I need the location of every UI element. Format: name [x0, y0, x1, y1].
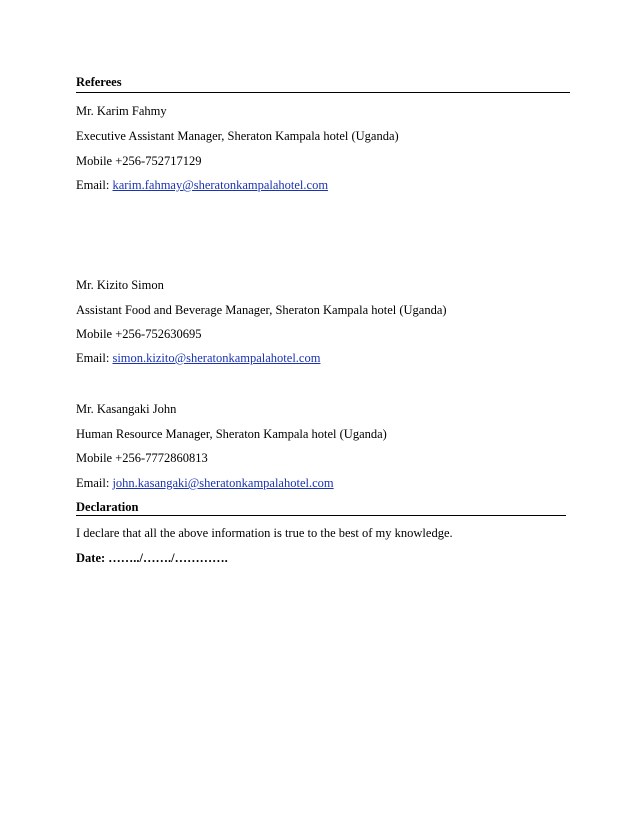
- referee-3-name: Mr. Kasangaki John: [76, 402, 177, 416]
- referee-3-email-label: Email:: [76, 476, 110, 490]
- referee-1-name: Mr. Karim Fahmy: [76, 104, 167, 118]
- referee-2-position: Assistant Food and Beverage Manager, Sheraton Kampala hotel (Uganda): [76, 303, 447, 317]
- referee-1-position: Executive Assistant Manager, Sheraton Kampala hotel (Uganda): [76, 129, 399, 143]
- referee-1-mobile: Mobile +256-752717129: [76, 154, 202, 168]
- referee-3-email-link[interactable]: john.kasangaki@sheratonkampalahotel.com: [112, 476, 334, 490]
- declaration-text: I declare that all the above information is true to the best of my knowledge.: [76, 526, 453, 540]
- referee-2-name: Mr. Kizito Simon: [76, 278, 164, 292]
- referee-3-position: Human Resource Manager, Sheraton Kampala hotel (Uganda): [76, 427, 387, 441]
- referee-2-email-row: [76, 351, 320, 366]
- referees-heading-rule: [76, 92, 570, 93]
- declaration-date-line: Date: ……../……./………….: [76, 551, 228, 565]
- referees-heading: Referees: [76, 75, 122, 89]
- referee-1-email-link[interactable]: karim.fahmay@sheratonkampalahotel.com: [112, 178, 329, 192]
- referee-2-mobile: Mobile +256-752630695: [76, 327, 202, 341]
- referee-2-email-link[interactable]: simon.kizito@sheratonkampalahotel.com: [112, 351, 321, 365]
- referee-3-email-row: [76, 476, 334, 491]
- referee-1-email-label: Email:: [76, 178, 110, 192]
- declaration-heading-rule: [76, 515, 566, 516]
- referee-1-email-row: [76, 178, 328, 193]
- referee-2-email-label: Email:: [76, 351, 110, 365]
- referee-3-mobile: Mobile +256-7772860813: [76, 451, 208, 465]
- declaration-heading: Declaration: [76, 500, 139, 514]
